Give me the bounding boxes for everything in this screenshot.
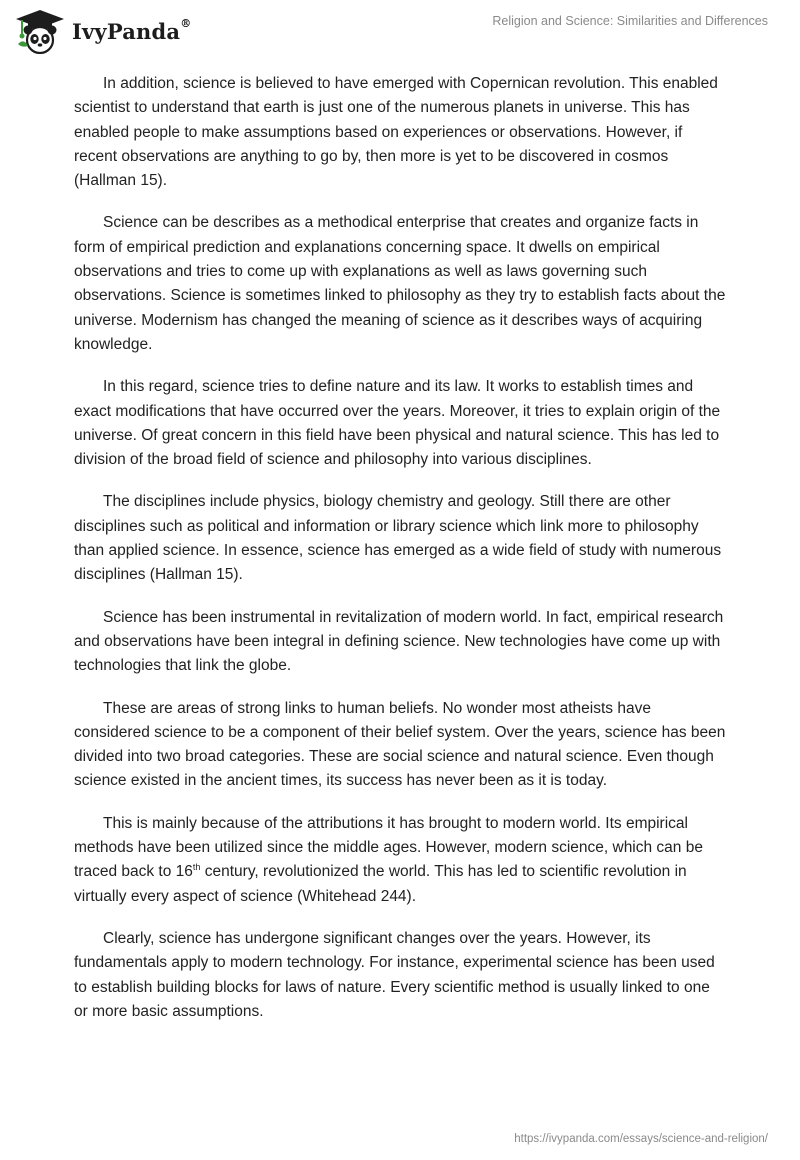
registered-mark: ®	[180, 16, 192, 30]
paragraph-text-part: century, revolutionized the world. This has led to scientific revolution in virtually every aspect of science (Whitehead 244).	[74, 863, 687, 905]
paragraph: These are areas of strong links to human beliefs. No wonder most atheists have considered science to be a component of their belief system. Over the years, science has been divided into two broad categories. These are social science and natural science. Even though science existed in the ancient times, its success has never been as it is today.	[74, 699, 726, 790]
brand-logo[interactable]	[14, 8, 191, 54]
paragraph	[74, 812, 726, 909]
page-header	[0, 0, 800, 64]
paragraph: Clearly, science has undergone significant changes over the years. However, its fundamentals apply to modern technology. For instance, experimental science has been used to establish building blocks for laws of nature. Every scientific method is usually linked to one or more basic assumptions.	[74, 929, 715, 1020]
panda-graduate-icon	[14, 8, 66, 54]
brand-name: IvyPanda®	[72, 16, 192, 44]
ordinal-superscript: th	[192, 862, 201, 873]
source-url[interactable]: https://ivypanda.com/essays/science-and-religion/	[514, 1133, 768, 1145]
paragraph-text-part: This is mainly because of the attributions it has brought to modern world. Its empirical methods have been utilized since the middle ages. However, modern science, which can be traced back to 16	[74, 814, 703, 881]
essay-body	[74, 72, 726, 1042]
paragraph: Science can be describes as a methodical enterprise that creates and organize facts in form of empirical prediction and explanations concerning space. It dwells on empirical observations and tries to come up with explanations as well as laws governing such observations. Science is sometimes linked to philosophy as they try to establish facts about the universe. Modernism has changed the meaning of science as it describes ways of acquiring knowledge.	[74, 214, 726, 353]
document-title: Religion and Science: Similarities and Differences	[492, 14, 768, 28]
paragraph: The disciplines include physics, biology chemistry and geology. Still there are other disciplines such as political and information or library science which link more to philosophy than applied science. In essence, science has emerged as a wide field of study with numerous disciplines (Hallman 15).	[74, 493, 722, 584]
paragraph: In addition, science is believed to have emerged with Copernican revolution. This enabled scientist to understand that earth is just one of the numerous planets in universe. This has enabled people to make assumptions based on experiences or observations. However, if recent observations are anything to go by, then more is yet to be discovered in cosmos (Hallman 15).	[74, 75, 718, 190]
paragraph: Science has been instrumental in revitalization of modern world. In fact, empirical research and observations have been integral in defining science. New technologies have come up with technologies that link the globe.	[74, 608, 724, 675]
paragraph: In this regard, science tries to define nature and its law. It works to establish times and exact modifications that have occurred over the years. Moreover, it tries to explain origin of the universe. Of great concern in this field have been physical and natural science. This has led to division of the broad field of science and philosophy into various disciplines.	[74, 378, 721, 469]
